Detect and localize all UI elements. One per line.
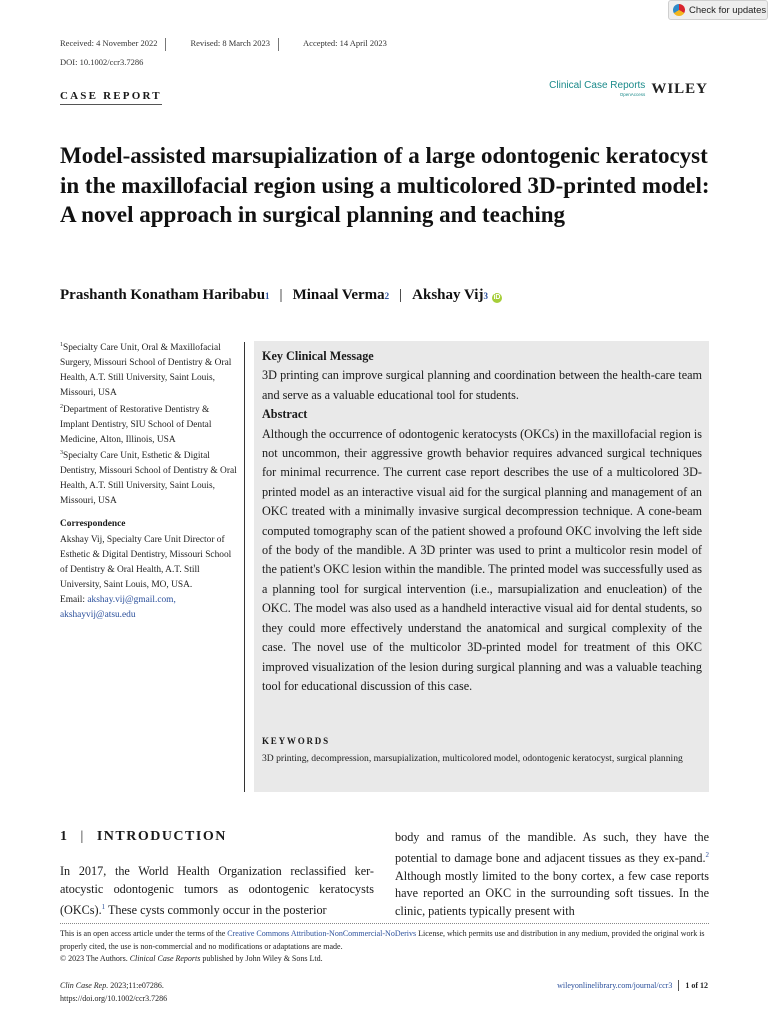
- body-text-column: In 2017, the World Health Organization reclassified ker-atocystic odontogenic tumors as odontogenic keratocysts (OKCs).$^1$ These cysts commonly occur in the posterior: [60, 864, 374, 917]
- journal-name: Clinical Case Reports: [549, 80, 646, 91]
- correspondence-text: Akshay Vij, Specialty Care Unit Director of Esthetic & Digital Dentistry, Missouri School of Dentistry & Oral Health, A.T. Still University, Saint Louis, MO, USA.: [60, 535, 232, 590]
- license-link[interactable]: Creative Commons Attribution-NonCommercial-NoDerivs: [227, 929, 417, 938]
- license-notice: This is an open access article under the terms of the Creative Commons Attribution-NonCommercial-NoDerivs License, which permits use and distribution in any medium, provided the original work is properly cited, the use is non-commercial and no modifications or adaptations are made. © 2023 The Authors. Clinical Case Reports published by John Wiley & Sons Ltd.: [60, 929, 705, 964]
- revised-date: Revised: 8 March 2023: [190, 38, 271, 48]
- citation-journal: Clin Case Rep.: [60, 981, 109, 990]
- section-number: 1: [60, 829, 69, 844]
- author-separator: |: [399, 287, 403, 303]
- keywords-text: 3D printing, decompression, marsupialization, multicolored model, odontogenic keratocyst, surgical planning: [262, 753, 683, 764]
- open-access-label: OpenAccess: [619, 92, 646, 97]
- footnote-divider: [60, 923, 709, 924]
- received-date: Received: 4 November 2022: [60, 38, 158, 48]
- affiliation: $^1$Specialty Care Unit, Oral & Maxillofacial Surgery, Missouri School of Dentistry & Oral Health, A.T. Still University, Saint Louis, Missouri, USA: [60, 342, 232, 399]
- author-affiliation-ref[interactable]: 3: [483, 291, 488, 301]
- author-name[interactable]: Prashanth Konatham Haribabu: [60, 287, 266, 303]
- citation-link[interactable]: 1: [101, 902, 106, 911]
- abstract-box: [254, 341, 709, 792]
- abstract-heading: Abstract: [262, 407, 308, 422]
- correspondence-details: [60, 533, 238, 623]
- email-link[interactable]: akshay.vij@gmail.com,: [87, 595, 176, 605]
- correspondence-heading: Correspondence: [60, 519, 126, 529]
- body-text-column: body and ramus of the mandible. As such, they have the potential to damage bone and adjacent tissues as they ex-pand.$^2$ Although mostly limited to the bony cortex, a few case reports have reported an OKC in the surrounding soft tissues. In the clinic, patients typically present with: [395, 830, 709, 919]
- author-name[interactable]: Akshay Vij: [412, 287, 484, 303]
- check-for-updates-label: Check for updates: [689, 4, 767, 16]
- crossmark-icon: [673, 4, 685, 16]
- author-name[interactable]: Minaal Verma: [292, 287, 385, 303]
- affiliation: $^3$Specialty Care Unit, Esthetic & Digital Dentistry, Missouri School of Dentistry & Oral Health, A.T. Still University, Saint Louis, Missouri, USA: [60, 450, 237, 507]
- email-label: Email:: [60, 595, 85, 605]
- doi-link[interactable]: https://doi.org/10.1002/ccr3.7286: [60, 993, 168, 1003]
- section-heading: [60, 829, 227, 845]
- page-divider: [678, 980, 679, 991]
- footer-right: [557, 980, 708, 991]
- journal-url-link[interactable]: wileyonlinelibrary.com/journal/ccr3: [557, 981, 673, 990]
- abstract-text: Although the occurrence of odontogenic keratocysts (OKCs) in the maxillofacial region is not uncommon, their aggressive growth behavior requires advanced surgical techniques for minimal recurrence. The current case report describes the use of a multicolored 3D-printed model as an interactive visual aid for the surgical planning and management of an OKC treated with a minimally invasive surgical decompression technique. A cone-beam computed tomography scan of the patient showed a profound OKC involving the left side of the body of the mandible. A 3D printer was used to print a multicolor resin model of the patient's OKC lesion within the mandible. The printed model was successfully used as a planning tool for surgical intervention (i.e., marsupialization and enucleation) of the OKC. The model was also used as a handheld interactive visual aid for dental students, so they could more effectively understand the anatomical and surgical complexity of the case. The novel use of the multicolor 3D-printed model for treatment of this OKC improved visualization of the lesion during surgical planning and was a valuable teaching tool for educational discussion of this case.: [262, 426, 702, 693]
- orcid-icon[interactable]: iD: [493, 294, 501, 301]
- section-separator: |: [80, 829, 85, 844]
- journal-branding: [549, 80, 708, 97]
- page-number: 1 of 12: [685, 981, 708, 990]
- email-link[interactable]: akshayvij@atsu.edu: [60, 610, 136, 620]
- affiliation: $^2$Department of Restorative Dentistry & Implant Dentistry, SIU School of Dental Medicine, Alton, Illinois, USA: [60, 404, 212, 446]
- key-message-heading: Key Clinical Message: [262, 349, 374, 363]
- column-divider: [244, 342, 245, 792]
- keywords-heading: KEYWORDS: [262, 736, 330, 746]
- date-divider: [165, 38, 182, 51]
- section-title: INTRODUCTION: [96, 829, 227, 844]
- key-message-text: 3D printing can improve surgical planning and coordination between the health-care team and serve as a valuable educational tool for students.: [262, 368, 702, 402]
- accepted-date: Accepted: 14 April 2023: [303, 38, 387, 48]
- author-separator: |: [279, 287, 283, 303]
- article-doi: DOI: 10.1002/ccr3.7286: [60, 57, 144, 67]
- citation-link[interactable]: 2: [705, 850, 709, 859]
- author-list: [60, 287, 502, 304]
- publisher-logo: WILEY: [651, 81, 708, 97]
- article-type: CASE REPORT: [60, 90, 162, 105]
- article-dates: [60, 38, 395, 51]
- article-title: Model-assisted marsupialization of a large odontogenic keratocyst in the maxillofacial region using a multicolored 3D-printed model: A novel approach in surgical planning and teaching: [60, 143, 710, 228]
- author-affiliation-ref[interactable]: 2: [384, 291, 390, 301]
- footer-citation: Clin Case Rep. 2023;11:e07286. https://doi.org/10.1002/ccr3.7286: [60, 981, 168, 1003]
- journal-logo[interactable]: [549, 80, 645, 97]
- check-for-updates-button[interactable]: [668, 0, 768, 20]
- author-affiliation-ref[interactable]: 1: [265, 291, 270, 301]
- date-divider: [278, 38, 295, 51]
